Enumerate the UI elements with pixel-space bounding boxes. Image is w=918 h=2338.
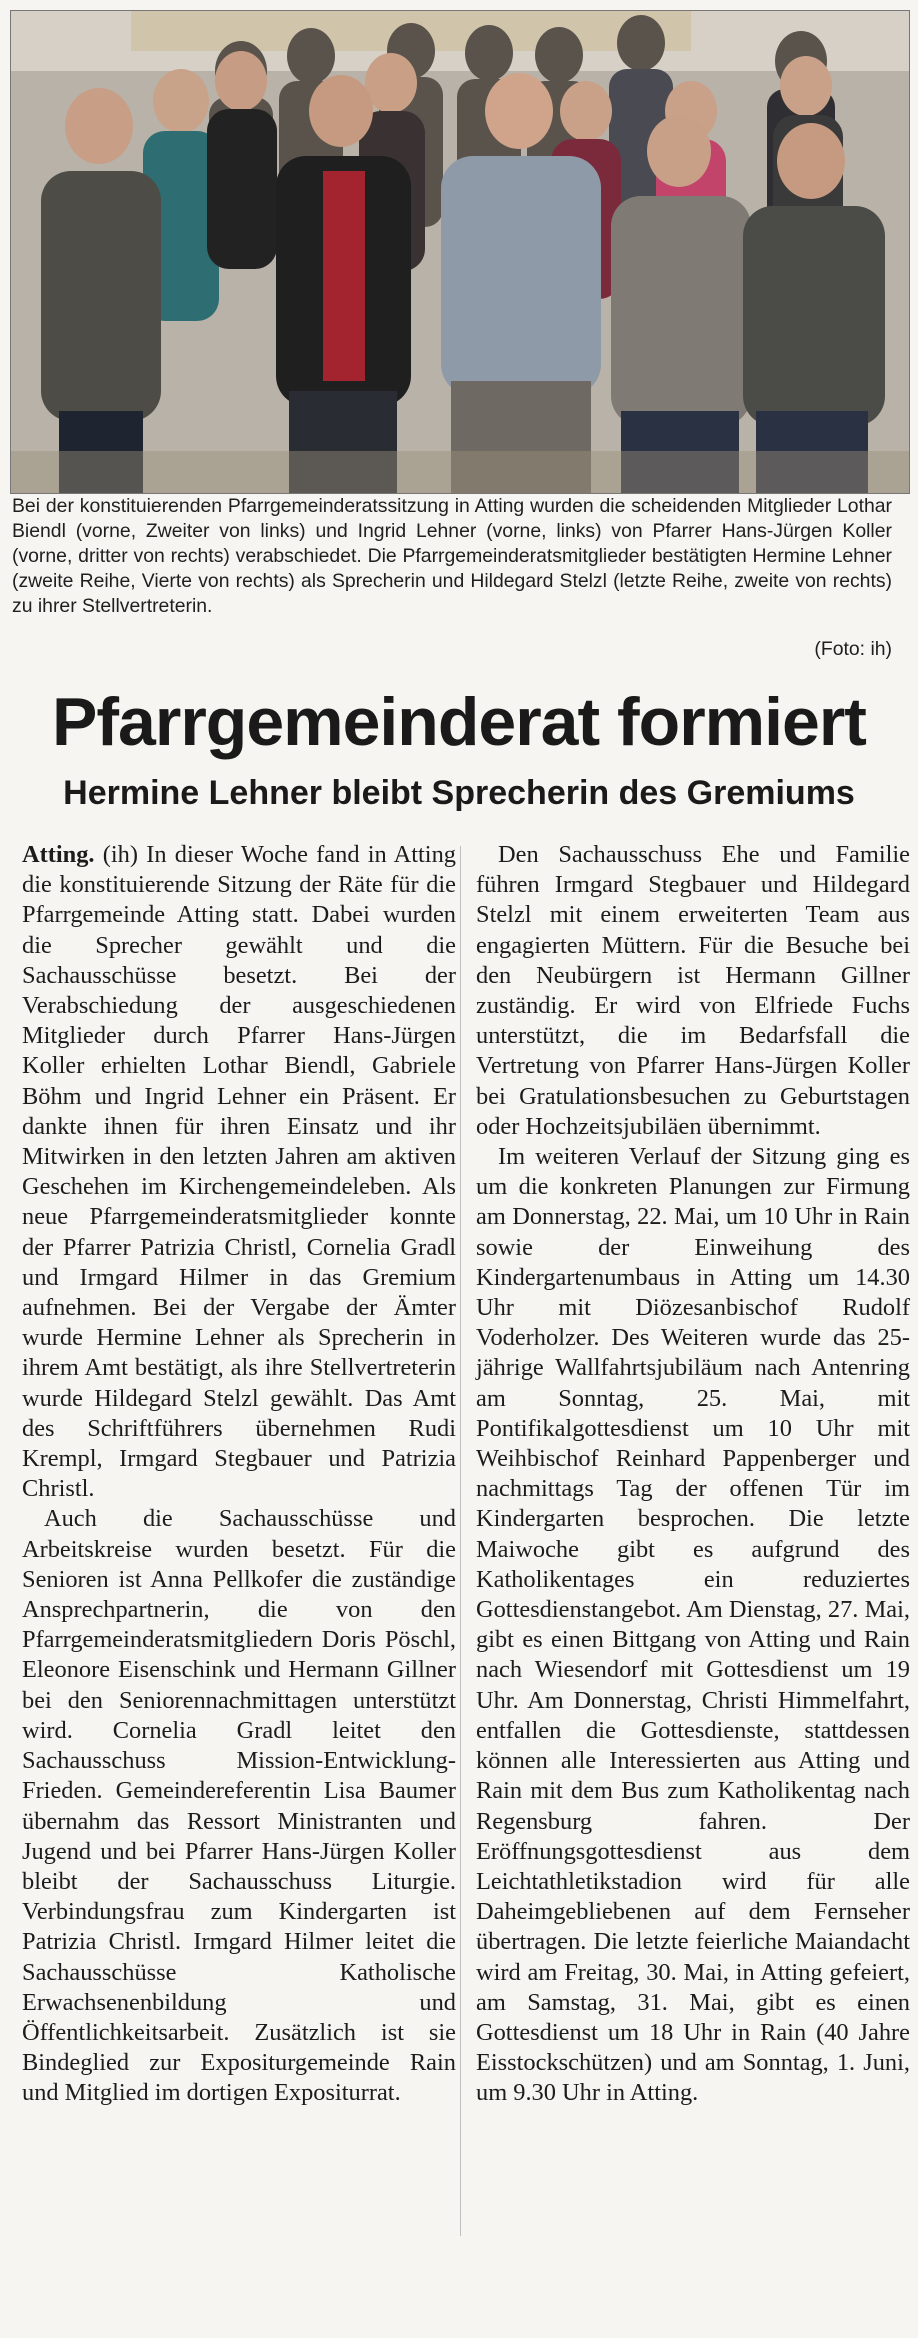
article-paragraph: Den Sachausschuss Ehe und Familie führen Irmgard Stegbauer und Hildegard Stelzl mit einem erweiterten Team aus engagierten Müttern. Für die Besuche bei den Neubürgern ist Hermann Gillner zuständig. Er wird von Elfriede Fuchs unterstützt, die im Bedarfsfall die Vertretung von Pfarrer Hans-Jürgen Koller bei Gratulationsbesuchen zu Geburtstagen oder Hochzeitsjubiläen übernimmt. (476, 841, 910, 1140)
group-photo (10, 10, 910, 494)
article-paragraph: Im weiteren Verlauf der Sitzung ging es um die konkreten Planungen zur Firmung am Donnerstag, 22. Mai, um 10 Uhr in Rain sowie der Einweihung des Kindergartenumbaus in Atting um 14.30 Uhr mit Diözesanbischof Rudolf Voderholzer. Des Weiteren wurde das 25-jährige Wallfahrtsjubiläum nach Antenring am Sonntag, 25. Mai, mit Pontifikalgottesdienst um 10 Uhr mit Weihbischof Reinhard Pappenberger und nachmittags Tag der offenen Tür im Kindergarten besprochen. Die letzte Maiwoche gibt es aufgrund des Katholikentages ein reduziertes Gottesdienstangebot. Am Dienstag, 27. Mai, gibt es einen Bittgang von Atting und Rain nach Wiesendorf mit Gottesdienst um 19 Uhr. Am Donnerstag, Christi Himmelfahrt, entfallen die Gottesdienste, stattdessen können alle Interessierten aus Atting und Rain mit dem Bus zum Katholikentag nach Regensburg fahren. Der Eröffnungsgottesdienst aus dem Leichtathletikstadion wird für alle Daheimgebliebenen auf dem Fernseher übertragen. Die letzte feierliche Maiandacht wird am Freitag, 30. Mai, in Atting gefeiert, am Samstag, 31. Mai, gibt es einen Gottesdienst um 18 Uhr in Rain (40 Jahre Eisstockschützen) und am Sonntag, 1. Juni, um 9.30 Uhr in Atting. (476, 1143, 910, 2107)
article-headline: Pfarrgemeinderat formiert (52, 684, 866, 760)
article-byline: (ih) (102, 841, 138, 868)
article-column-left (22, 840, 456, 2109)
article-dateline: Atting. (22, 841, 95, 868)
group-photo-icon (11, 11, 909, 493)
article-subheadline: Hermine Lehner bleibt Sprecherin des Gremiums (63, 774, 855, 812)
article-paragraph-text: In dieser Woche fand in Atting die konstituierende Sitzung der Räte für die Pfarrgemeinde Atting statt. Dabei wurden die Sprecher gewählt und die Sachausschüsse besetzt. Bei der Verabschiedung der ausgeschiedenen Mitglieder durch Pfarrer Hans-Jürgen Koller erhielten Lothar Biendl, Gabriele Böhm und Ingrid Lehner ein Präsent. Er dankte ihnen für ihren Einsatz und ihr Mitwirken in den letzten Jahren am aktiven Geschehen im Kirchengemeindeleben. Als neue Pfarrgemeinderatsmitglieder konnte der Pfarrer Patrizia Christl, Cornelia Gradl und Irmgard Hilmer in das Gremium aufnehmen. Bei der Vergabe der Ämter wurde Hermine Lehner als Sprecherin in ihrem Amt bestätigt, als ihre Stellvertreterin wurde Hildegard Stelzl gewählt. Das Amt des Schriftführers übernehmen Rudi Krempl, Irmgard Stegbauer und Patrizia Christl. (22, 841, 456, 1503)
article-paragraph (22, 840, 456, 1504)
column-divider (460, 846, 461, 2236)
photo-credit: (Foto: ih) (814, 638, 892, 660)
article-column-right (476, 840, 910, 2109)
article-paragraph: Auch die Sachausschüsse und Arbeitskreise wurden besetzt. Für die Senioren ist Anna Pellkofer die zuständige Ansprechpartnerin, die von den Pfarrgemeinderatsmitgliedern Doris Pöschl, Eleonore Eisenschink und Hermann Gillner bei den Seniorennachmittagen unterstützt wird. Cornelia Gradl leitet den Sachausschuss Mission-Entwicklung-Frieden. Gemeindereferentin Lisa Baumer übernahm das Ressort Ministranten und Jugend und bei Pfarrer Hans-Jürgen Koller bleibt der Sachausschuss Liturgie. Verbindungsfrau zum Kindergarten ist Patrizia Christl. Irmgard Hilmer leitet die Sachausschüsse Katholische Erwachsenenbildung und Öffentlichkeitsarbeit. Zusätzlich ist sie Bindeglied zur Expositurgemeinde Rain und Mitglied im dortigen Expositurrat. (22, 1505, 456, 2107)
photo-caption: Bei der konstituierenden Pfarrgemeinderatssitzung in Atting wurden die scheidenden Mitglieder Lothar Biendl (vorne, Zweiter von links) und Ingrid Lehner (vorne, links) von Pfarrer Hans-Jürgen Koller (vorne, dritter von rechts) verabschiedet. Die Pfarrgemeinderatsmitglieder bestätigten Hermine Lehner (zweite Reihe, Vierte von rechts) als Sprecherin und Hildegard Stelzl (letzte Reihe, zweite von rechts) zu ihrer Stellvertreterin. (12, 495, 892, 617)
